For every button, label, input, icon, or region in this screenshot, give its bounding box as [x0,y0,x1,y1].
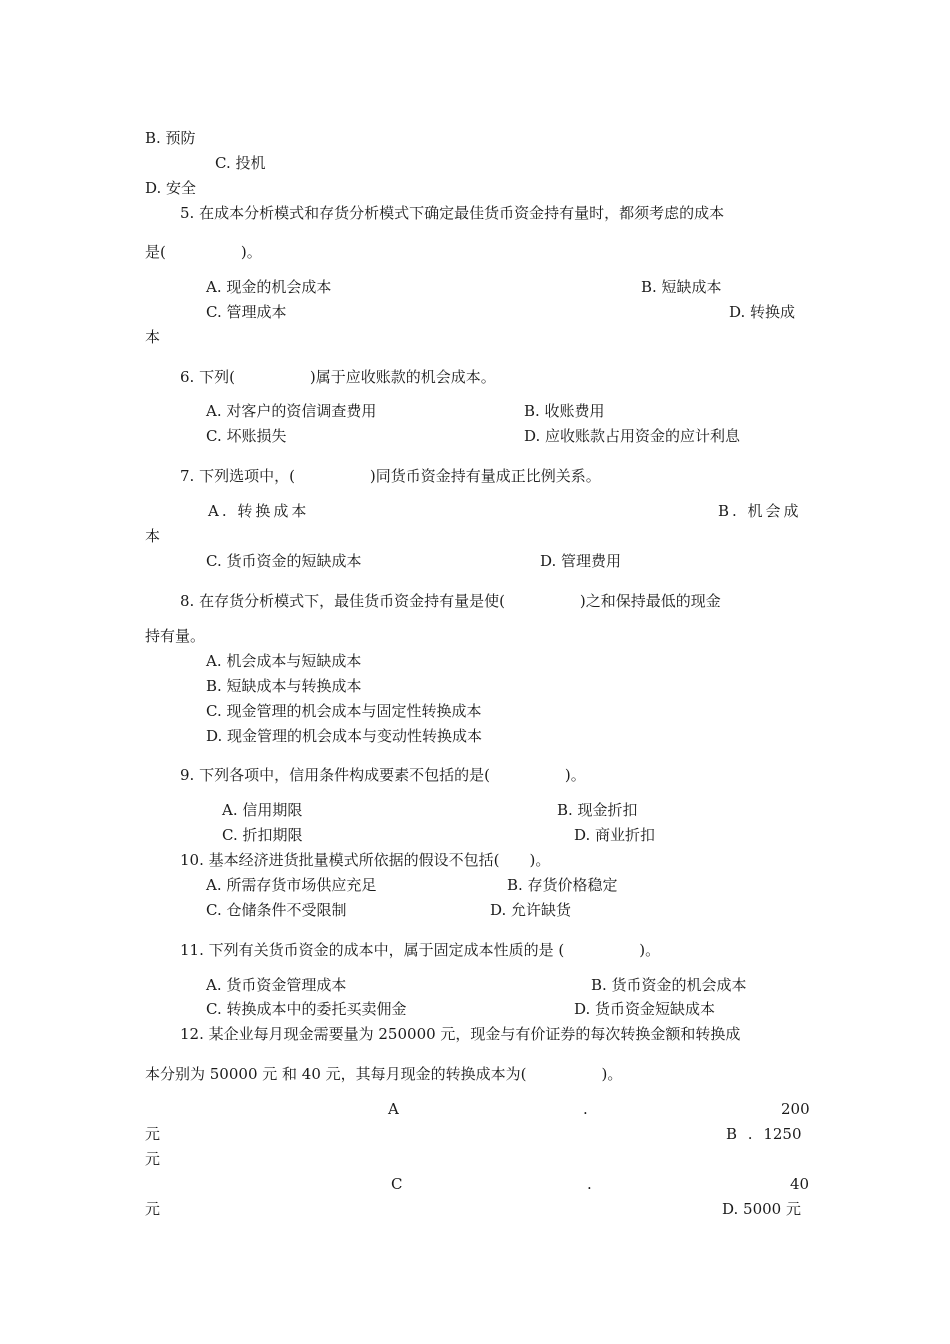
question-9-option-b: B. 现金折扣 [557,801,638,819]
question-12-option-c-dot: . [587,1175,592,1193]
question-5-option-b: B. 短缺成本 [641,278,722,296]
question-6-option-d: D. 应收账款占用资金的应计利息 [524,427,741,445]
question-11-option-a: A. 货币资金管理成本 [206,976,347,994]
question-6: 6. 下列( )属于应收账款的机会成本。 [180,368,496,386]
question-5-line1: 5. 在成本分析模式和存货分析模式下确定最佳货币资金持有量时，都须考虑的成本 [180,204,725,222]
question-12-option-c-letter: C [391,1175,403,1193]
question-8-option-d: D. 现金管理的机会成本与变动性转换成本 [206,727,483,745]
question-6-option-b: B. 收账费用 [524,402,605,420]
question-11-option-b: B. 货币资金的机会成本 [591,976,747,994]
question-8-option-b: B. 短缺成本与转换成本 [206,677,362,695]
question-5-option-d: D. 转换成 [729,303,796,321]
option-b-prevention: B. 预防 [145,129,196,147]
question-5-line2: 是( )。 [145,243,262,261]
question-7: 7. 下列选项中，( )同货币资金持有量成正比例关系。 [180,467,601,485]
question-9-option-c: C. 折扣期限 [222,826,303,844]
question-5-option-a: A. 现金的机会成本 [206,278,332,296]
question-10-option-a: A. 所需存货市场供应充足 [206,876,377,894]
question-8-option-a: A. 机会成本与短缺成本 [206,652,362,670]
question-10-option-d: D. 允许缺货 [490,901,572,919]
question-7-option-b-wrap: 本 [145,527,161,545]
question-12-option-a-letter: A [388,1100,399,1118]
question-12-option-d: D. 5000 元 [722,1200,801,1218]
question-12-line1: 12. 某企业每月现金需要量为 250000 元，现金与有价证券的每次转换金额和转换成 [180,1025,741,1043]
question-9-option-a: A. 信用期限 [222,801,303,819]
question-12-option-b-unit: 元 [145,1150,161,1168]
question-12-option-c-value: 40 [790,1175,810,1193]
question-5-option-c: C. 管理成本 [206,303,287,321]
question-10-option-c: C. 仓储条件不受限制 [206,901,347,919]
question-12-line2: 本分别为 50000 元 和 40 元，其每月现金的转换成本为( )。 [145,1065,623,1083]
question-6-option-c: C. 坏账损失 [206,427,287,445]
question-9-option-d: D. 商业折扣 [574,826,656,844]
question-5-option-d-wrap: 本 [145,328,161,346]
question-6-option-a: A. 对客户的资信调查费用 [206,402,377,420]
question-7-option-d: D. 管理费用 [540,552,622,570]
option-c-speculation: C. 投机 [215,154,266,172]
question-9: 9. 下列各项中，信用条件构成要素不包括的是( )。 [180,766,586,784]
question-8-line1: 8. 在存货分析模式下，最佳货币资金持有量是使( )之和保持最低的现金 [180,592,721,610]
question-11-option-d: D. 货币资金短缺成本 [574,1000,716,1018]
question-7-option-a: A. 转换成本 [208,502,310,520]
question-7-option-b: B. 机会成 [718,502,802,520]
question-11-option-c: C. 转换成本中的委托买卖佣金 [206,1000,407,1018]
question-8-line2: 持有量。 [145,627,206,645]
question-10: 10. 基本经济进货批量模式所依据的假设不包括( )。 [180,851,551,869]
question-12-option-a-unit: 元 [145,1125,161,1143]
question-10-option-b: B. 存货价格稳定 [507,876,618,894]
question-12-option-b: B . 1250 [726,1125,802,1143]
question-12-option-c-unit: 元 [145,1200,161,1218]
question-12-option-a-dot: . [583,1100,588,1118]
option-d-safety: D. 安全 [145,179,197,197]
question-11: 11. 下列有关货币资金的成本中，属于固定成本性质的是 ( )。 [180,941,661,959]
question-7-option-c: C. 货币资金的短缺成本 [206,552,362,570]
question-8-option-c: C. 现金管理的机会成本与固定性转换成本 [206,702,482,720]
question-12-option-a-value: 200 [781,1100,810,1118]
